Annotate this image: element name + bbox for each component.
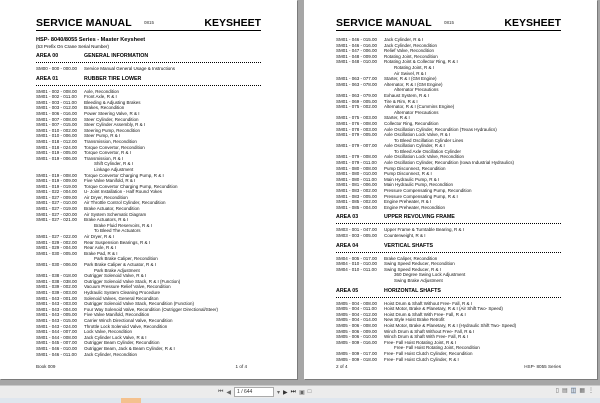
- section-title[interactable]: Outrigger Solenoid Valve, R & I: [84, 273, 147, 279]
- section-title[interactable]: Air Throttle Control Cylinder, Recondition: [84, 200, 166, 206]
- section-title[interactable]: Swing Speed Reducer, Recondition: [384, 261, 455, 267]
- section-title[interactable]: Hydraulic System Cleaning Procedure: [84, 289, 161, 295]
- area-heading: [336, 214, 561, 220]
- section-code: SM05 - 004 - 008.00: [336, 300, 378, 306]
- section-code: SM01 - 027 - 021.00: [36, 217, 78, 223]
- page-footer-left: Book 009: [36, 364, 56, 369]
- section-title[interactable]: Hoist Motor, Brake & Planetary, R & I (Air Shift Two- Speed): [384, 306, 503, 312]
- section-title[interactable]: Rear Axle, R & I: [84, 245, 117, 251]
- section-title[interactable]: Air Dryer, R & I: [84, 234, 115, 240]
- section-title[interactable]: Transmission, R & I: [84, 155, 124, 161]
- section-code: SM05 - 004 - 012.00: [336, 311, 378, 317]
- section-title[interactable]: Counterweight, R & I: [384, 233, 426, 238]
- section-title[interactable]: Tire & Rim, R & I: [384, 98, 418, 104]
- section-title[interactable]: Steer Cylinder Assembly, R & I: [84, 122, 146, 128]
- fit-page-icon[interactable]: ▣: [299, 389, 305, 396]
- page-1: [0, 0, 297, 379]
- section-code: SM01 - 078 - 003.00: [336, 126, 378, 132]
- section-title[interactable]: Linkage Adjustment: [94, 166, 134, 172]
- viewer-toolbar: [0, 385, 600, 398]
- section-code: SM01 - 063 - 079.00: [336, 92, 378, 98]
- page-navigation: [218, 387, 311, 397]
- section-title[interactable]: Front Axle, R & I: [84, 94, 117, 100]
- section-code: SM01 - 003 - 011.00: [36, 99, 77, 105]
- section-code: SM01 - 043 - 005.00: [36, 312, 78, 318]
- section-title[interactable]: Axle Oscillation Cylinder, Recondition (Iowa Industrial Hydraulics): [384, 160, 515, 166]
- section-code: SM04 - 005 - 017.00: [336, 255, 378, 261]
- section-title[interactable]: Rotating Joint, Recondition: [384, 53, 438, 59]
- section-title[interactable]: Brake Caliper, Recondition: [384, 255, 438, 261]
- section-title[interactable]: Relief Valve, Recondition: [384, 48, 434, 54]
- section-code: SM01 - 079 - 011.00: [336, 160, 377, 166]
- section-code: SM01 - 043 - 001.00: [36, 295, 78, 301]
- section-title[interactable]: Park Brake Caliper, Recondition: [94, 256, 158, 262]
- more-icon[interactable]: ⋮: [588, 388, 594, 394]
- section-title[interactable]: Free- Fall Hoist Clutch Cylinder, Recondition: [384, 350, 473, 356]
- section-code: SM01 - 027 - 009.00: [36, 194, 78, 200]
- area-heading: [336, 243, 561, 249]
- section-code: SM01 - 038 - 038.00: [36, 278, 78, 284]
- section-title[interactable]: Pressure Compensating Pump, R & I: [384, 193, 458, 199]
- section-code: SM01 - 083 - 005.00: [336, 193, 378, 199]
- area-number: AREA 01: [36, 75, 59, 82]
- area-heading: [36, 53, 261, 59]
- section-title[interactable]: Engine Preheater, R & I: [384, 199, 432, 205]
- section-title[interactable]: Service Manual General Usage & Instructions: [84, 66, 176, 71]
- section-title[interactable]: Winch Drum & Shaft Without Free- Fall, R & I: [384, 328, 475, 334]
- section-code: SM01 - 079 - 005.00: [336, 132, 378, 138]
- dotted-divider: [336, 295, 561, 298]
- last-page-icon[interactable]: ⏭: [290, 388, 297, 395]
- header-title: SERVICE MANUAL: [36, 17, 132, 29]
- section-title[interactable]: Engine Preheater, Recondition: [384, 204, 446, 210]
- section-code: SM01 - 027 - 022.00: [36, 234, 78, 240]
- section-title[interactable]: Outrigger Beam, Jack & Beam Cylinder, R & I: [84, 345, 175, 351]
- section-code: SM01 - 002 - 011.00: [36, 94, 77, 100]
- section-title[interactable]: Jack Cylinder, Recondition: [84, 351, 138, 357]
- section-code: SM01 - 010 - 006.00: [36, 133, 78, 139]
- section-code: SM05 - 004 - 011.00: [336, 306, 377, 312]
- section-code: SM01 - 007 - 015.00: [36, 122, 78, 128]
- section-code: SM00 - 000 - 000.00: [36, 66, 78, 71]
- section-code: SM05 - 006 - 008.00: [336, 322, 378, 328]
- area-heading: [36, 76, 261, 82]
- section-code: SM05 - 004 - 014.00: [336, 317, 378, 323]
- header-code: 0815: [144, 20, 155, 25]
- section-code: SM01 - 063 - 077.00: [336, 76, 378, 82]
- section-title[interactable]: Axle Oscillation Lock Valve, Recondition: [384, 154, 464, 160]
- section-code: SM04 - 010 - 011.00: [336, 266, 377, 272]
- section-title[interactable]: Outrigger Solenoid Valve Stack, R & I (Function): [84, 278, 181, 284]
- section-code: SM01 - 027 - 010.00: [36, 200, 78, 206]
- section-title[interactable]: Collector Ring, Recondition: [384, 120, 439, 126]
- section-code: SM01 - 030 - 005.00: [36, 250, 78, 256]
- section-title[interactable]: 360 Degree Swing Lock Adjustment: [394, 272, 466, 278]
- taskbar-active-item[interactable]: [121, 398, 141, 403]
- page-footer-right: HSP- 8055 Series: [524, 364, 561, 369]
- section-code: SM01 - 085 - 002.00: [336, 199, 378, 205]
- section-title[interactable]: Free- Fall Hoist Rotating Joint, Recondition: [394, 345, 480, 351]
- first-page-icon[interactable]: ⏮: [218, 388, 224, 395]
- section-title[interactable]: Axle Oscillation Cylinder, Recondition (Texas Hydraulics): [384, 126, 497, 132]
- section-title[interactable]: Throttle Lock Solenoid Valve, Recondition: [84, 323, 168, 329]
- section-title[interactable]: Pressure Compensating Pump, Recondition: [384, 188, 472, 194]
- section-title[interactable]: Rear Suspension Bearings, R & I: [84, 239, 151, 245]
- next-page-icon[interactable]: ▶: [283, 389, 288, 396]
- document-title: HSP- 8040/8055 Series - Master Keysheet: [36, 37, 146, 43]
- section-code: SM01 - 039 - 002.00: [36, 284, 78, 290]
- section-code: SM01 - 043 - 024.00: [36, 323, 78, 329]
- section-title[interactable]: Steer Pump, R & I: [84, 133, 121, 139]
- page-2: [304, 0, 597, 379]
- section-code: SM05 - 009 - 016.00: [336, 339, 378, 345]
- section-title[interactable]: Upper Frame & Turntable Bearing, R & I: [384, 227, 465, 233]
- section-title[interactable]: Park Brake Adjustment: [94, 267, 140, 273]
- section-title[interactable]: Free- Fall Hoist Rotating Joint, R & I: [384, 339, 457, 345]
- section-code: SM01 - 047 - 006.00: [336, 48, 378, 54]
- area-number: AREA 03: [336, 214, 359, 221]
- section-title[interactable]: Pump Disconnect, Recondition: [384, 165, 446, 171]
- section-title[interactable]: To Bleed Axle Oscillation Cylinder: [394, 148, 462, 154]
- section-title[interactable]: Bleeding & Adjusting Brakes: [84, 99, 141, 105]
- page-header: [36, 17, 261, 31]
- section-title[interactable]: Brake Pad, R & I: [84, 250, 118, 256]
- section-code: SM01 - 019 - 006.00: [36, 155, 78, 161]
- section-code: SM01 - 085 - 004.00: [336, 204, 378, 210]
- section-title[interactable]: Hoist Drum & Shaft With Free- Fall, R & I: [384, 311, 466, 317]
- section-title[interactable]: Four Way Solenoid Valve, Recondition (Outrigger Directional/Steer): [84, 306, 219, 312]
- section-code: SM01 - 019 - 008.00: [36, 172, 78, 178]
- section-code: SM01 - 080 - 010.00: [336, 171, 378, 177]
- header-title: SERVICE MANUAL: [336, 17, 432, 29]
- section-code: SM01 - 043 - 004.00: [36, 306, 78, 312]
- section-title[interactable]: Shift Cylinder, R & I: [94, 161, 134, 167]
- section-title[interactable]: Jack Cylinder, R & I: [384, 37, 424, 42]
- section-title[interactable]: Rotating Joint & Collector Ring, R & I: [384, 59, 458, 65]
- section-code: SM01 - 029 - 002.00: [36, 239, 78, 245]
- section-title[interactable]: New Style Hoist Brake Retrofit: [384, 317, 445, 323]
- section-title[interactable]: Winch Drum & Shaft With Free- Fall, R & I: [384, 334, 469, 340]
- section-title[interactable]: Brake Actuators, R & I: [84, 217, 129, 223]
- section-title[interactable]: Axle, Recondition: [84, 88, 120, 94]
- section-title[interactable]: Brake Fluid Reservoirs, R & I: [94, 222, 153, 228]
- dotted-divider: [36, 83, 261, 86]
- section-code: SM03 - 003 - 005.00: [336, 233, 378, 238]
- section-code: SM01 - 080 - 011.00: [336, 176, 377, 182]
- section-code: SM01 - 081 - 006.00: [336, 182, 378, 188]
- section-code: SM01 - 063 - 078.00: [336, 81, 378, 87]
- section-title[interactable]: Hoist Drum & Shaft Without Free- Fall, R & I: [384, 300, 473, 306]
- section-code: SM01 - 075 - 002.00: [336, 104, 378, 110]
- area-name: GENERAL INFORMATION: [84, 53, 149, 59]
- section-title[interactable]: Brake Actuator, Recondition: [84, 206, 140, 212]
- section-code: SM01 - 048 - 009.00: [336, 53, 378, 59]
- section-code: SM01 - 038 - 018.00: [36, 273, 78, 279]
- header-keysheet: KEYSHEET: [504, 17, 561, 29]
- document-subtitle: (53 Prefix On Crane Serial Number): [36, 44, 110, 49]
- section-code: SM05 - 009 - 018.00: [336, 356, 378, 362]
- section-title[interactable]: Vacuum Pressure Relief Valve, Recondition: [84, 284, 171, 290]
- section-title[interactable]: Steering Pump, Recondition: [84, 127, 141, 133]
- keysheet-row: [36, 66, 261, 72]
- section-title[interactable]: Park Brake Caliper & Actuator, R & I: [84, 262, 157, 267]
- header-code: 0815: [444, 20, 455, 25]
- page-number-input[interactable]: 1 / 644: [234, 387, 274, 397]
- section-code: SM01 - 018 - 024.00: [36, 144, 78, 150]
- section-code: SM01 - 019 - 009.00: [36, 178, 78, 184]
- two-page-view-icon[interactable]: ◫: [570, 388, 577, 394]
- section-title[interactable]: Starter, R & I (GM Engine): [384, 76, 437, 82]
- section-code: SM01 - 076 - 008.00: [336, 120, 378, 126]
- page-header: [336, 17, 561, 31]
- section-code: SM01 - 043 - 015.00: [36, 317, 78, 323]
- section-code: SM01 - 010 - 002.00: [36, 127, 78, 133]
- section-code: [336, 278, 384, 284]
- section-title[interactable]: Swing Brake Adjustment: [394, 277, 443, 283]
- section-code: SM01 - 003 - 012.00: [36, 105, 78, 111]
- area-number: AREA 05: [336, 287, 359, 294]
- section-code: SM01 - 027 - 019.00: [36, 206, 78, 212]
- dotted-divider: [336, 221, 561, 224]
- section-code: SM01 - 083 - 002.00: [336, 188, 378, 194]
- section-title[interactable]: Power Steering Valve, R & I: [84, 110, 140, 116]
- area-name: HORIZONTAL SHAFTS: [384, 287, 441, 294]
- section-title[interactable]: Alternator, R & I (GM Engine): [384, 81, 443, 87]
- section-title[interactable]: Pump Disconnect, R & I: [384, 171, 432, 177]
- continuous-view-icon[interactable]: ▤: [561, 388, 568, 394]
- section-code: SM01 - 019 - 005.00: [36, 150, 78, 156]
- section-title[interactable]: Torque Convertor Charging Pump, R & I: [84, 172, 164, 178]
- section-title[interactable]: Torque Convertor, R & I: [84, 150, 132, 156]
- section-title[interactable]: To Bleed Oscillation Cylinder Lines: [394, 137, 464, 143]
- section-title[interactable]: Five Valve Manifold, R & I: [84, 178, 136, 184]
- area-number: AREA 00: [36, 53, 59, 59]
- section-code: SM05 - 006 - 009.00: [336, 328, 378, 334]
- section-title[interactable]: Main Hydraulic Pump, Recondition: [384, 182, 454, 188]
- section-code: SM01 - 079 - 007.00: [336, 143, 378, 149]
- section-title[interactable]: Torque Convertor Charging Pump, Recondition: [84, 183, 178, 189]
- section-code: SM01 - 044 - 007.00: [36, 329, 78, 335]
- section-title[interactable]: Swing Speed Reducer, R & I: [384, 266, 442, 272]
- section-code: SM01 - 039 - 003.00: [36, 289, 78, 295]
- keysheet-row: [336, 357, 561, 363]
- section-code: SM05 - 006 - 010.00: [336, 334, 378, 340]
- dotted-divider: [336, 250, 561, 253]
- area-heading: [336, 288, 561, 294]
- section-code: SM01 - 046 - 016.00: [336, 42, 378, 48]
- section-title[interactable]: Free- Fall Hoist Clutch Cylinder, R & I: [384, 356, 459, 362]
- section-title[interactable]: Jack Cylinder, Recondition: [384, 42, 438, 48]
- section-title[interactable]: Alternator Precautions: [394, 87, 439, 93]
- section-title[interactable]: Five Valve Manifold, Recondition: [84, 312, 150, 318]
- section-code: SM01 - 018 - 012.00: [36, 138, 78, 144]
- section-title[interactable]: Alternator Precautions: [394, 109, 439, 115]
- two-page-continuous-view-icon[interactable]: ▦: [579, 388, 585, 394]
- section-title[interactable]: Main Hydraulic Pump, R & I: [384, 176, 440, 182]
- section-code: SM01 - 007 - 008.00: [36, 116, 78, 122]
- section-code: SM04 - 010 - 010.00: [336, 261, 378, 267]
- section-title[interactable]: Transmission, Recondition: [84, 138, 137, 144]
- section-code: SM01 - 043 - 003.00: [36, 301, 78, 307]
- section-title[interactable]: Air Swivel, R & I: [394, 70, 427, 76]
- section-title[interactable]: Rotating Joint, R & I: [394, 64, 435, 70]
- taskbar: [0, 398, 600, 403]
- header-keysheet: KEYSHEET: [204, 17, 261, 29]
- section-code: SM01 - 045 - 007.00: [36, 340, 78, 346]
- area-name: UPPER REVOLVING FRAME: [384, 214, 455, 221]
- section-title[interactable]: Jack Cylinder Lock Valve, R & I: [84, 334, 147, 340]
- area-name: RUBBER TIRE LOWER: [84, 75, 142, 82]
- section-title[interactable]: Alternator, R & I (Cummins Engine): [384, 104, 455, 110]
- section-title[interactable]: Solenoid Valves, General Reconditon: [84, 295, 159, 301]
- section-code: SM01 - 044 - 008.00: [36, 334, 78, 340]
- section-code: SM01 - 046 - 015.00: [336, 37, 378, 42]
- section-title[interactable]: U- Joint Installation - Half Round Yokes: [84, 189, 163, 195]
- section-code: SM01 - 027 - 020.00: [36, 211, 78, 217]
- page-footer-left: 2 of 4: [336, 364, 348, 369]
- keysheet-row: [36, 352, 261, 358]
- section-title[interactable]: To Bleed The Actuators: [94, 228, 141, 234]
- section-code: SM01 - 029 - 004.00: [36, 245, 78, 251]
- keysheet-row: [336, 233, 561, 239]
- section-code: SM01 - 022 - 004.00: [36, 189, 78, 195]
- section-title[interactable]: Axle Oscillation Cylinder, R & I: [384, 143, 445, 149]
- keysheet-row: [336, 278, 561, 284]
- dotted-divider: [36, 60, 261, 63]
- single-page-view-icon[interactable]: ▯: [555, 388, 559, 394]
- area-name: VERTICAL SHAFTS: [384, 242, 434, 249]
- prev-page-icon[interactable]: ◀: [226, 389, 232, 396]
- section-title[interactable]: Lock Valve, Recondition: [84, 329, 132, 335]
- section-code: SM01 - 075 - 003.00: [336, 115, 378, 121]
- section-code: SM01 - 006 - 016.00: [36, 110, 78, 116]
- page-dropdown-icon[interactable]: ▾: [277, 389, 281, 396]
- section-title[interactable]: Brakes, Recondition: [84, 105, 125, 111]
- page-footer-right: 1 of 4: [235, 364, 247, 369]
- section-code: SM01 - 030 - 006.00: [36, 262, 78, 267]
- section-title[interactable]: Hoist Motor, Brake & Planetary, R & I (Hydraulic Shift Two- Speed): [384, 322, 517, 328]
- section-title[interactable]: Carrier Winch Directional Valve, Recondition: [84, 317, 173, 323]
- section-code: SM01 - 002 - 008.00: [36, 88, 78, 94]
- section-code: SM01 - 046 - 010.00: [36, 345, 78, 351]
- section-code: SM01 - 046 - 011.00: [36, 351, 77, 357]
- view-mode-buttons: [556, 387, 594, 394]
- section-title[interactable]: Torque Convertor, Recondition: [84, 144, 145, 150]
- fit-width-icon[interactable]: □: [307, 389, 312, 395]
- section-code: SM01 - 080 - 008.00: [336, 165, 378, 171]
- section-title[interactable]: Air System Schematic Diagram: [84, 211, 147, 217]
- section-title[interactable]: Outrigger Solenoid Valve Stack, Recondition (Function): [84, 301, 194, 307]
- section-title[interactable]: Starter, R & I: [384, 115, 410, 121]
- section-title[interactable]: Axle Oscillation Lock Valve, R & I: [384, 132, 451, 138]
- section-title[interactable]: Steer Cylinder, Recondition: [84, 116, 139, 122]
- section-code: SM01 - 019 - 019.00: [36, 183, 78, 189]
- section-title[interactable]: Air Dryer, Recondition: [84, 194, 128, 200]
- section-code: SM01 - 079 - 008.00: [336, 154, 378, 160]
- area-number: AREA 04: [336, 242, 359, 249]
- section-code: SM01 - 048 - 010.00: [336, 59, 378, 65]
- section-code: SM03 - 001 - 047.00: [336, 227, 378, 233]
- section-title[interactable]: Outrigger Beam Cylinder, Recondition: [84, 340, 160, 346]
- section-title[interactable]: Exhaust System, R & I: [384, 92, 430, 98]
- section-code: SM05 - 009 - 017.00: [336, 350, 378, 356]
- keysheet-row: [336, 205, 561, 211]
- section-code: SM01 - 069 - 005.00: [336, 98, 378, 104]
